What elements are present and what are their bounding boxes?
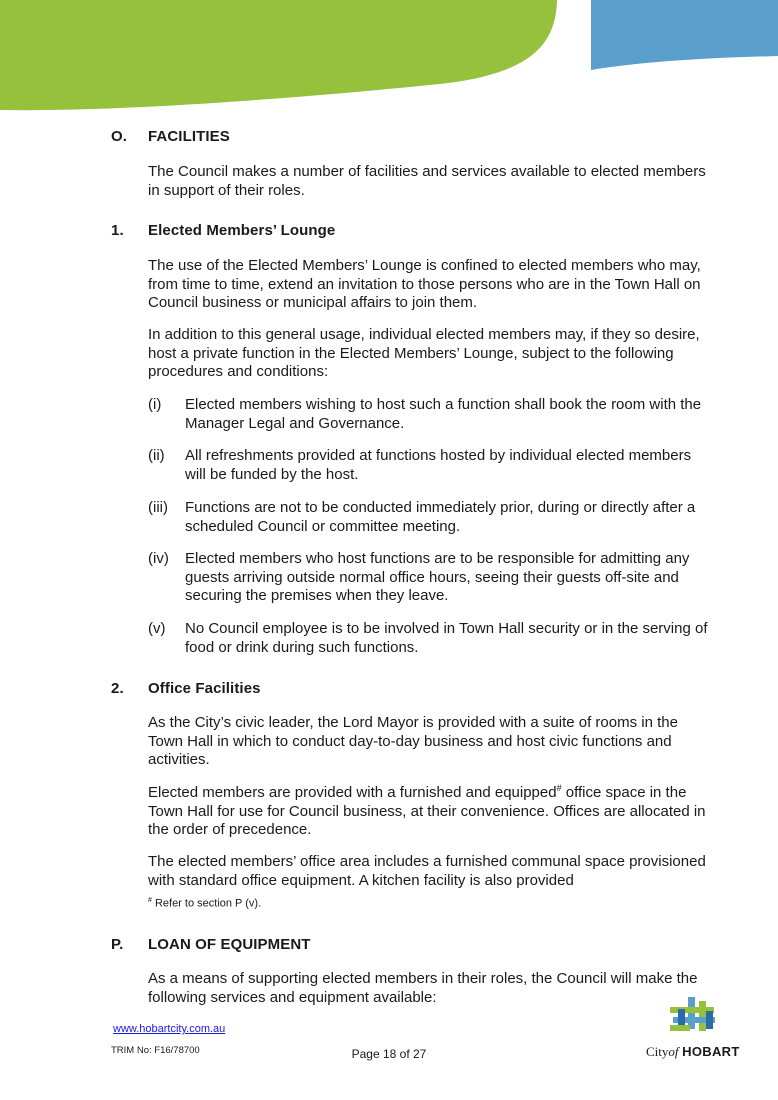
- section-o-heading: [111, 128, 230, 145]
- logo-word-of: of: [668, 1044, 679, 1059]
- paragraph-text: office space in the Town Hall for use for Council business, at their convenience. Offices are allocated in the order of precedence.: [148, 784, 706, 838]
- blue-banner-shape: [591, 0, 778, 70]
- section-1-paragraph-2: In addition to this general usage, individual elected members may, if they so desire, host a private function in the Elected Members’ Lounge, subject to the following procedures and conditions:: [148, 326, 700, 380]
- logo-word-city: City: [646, 1044, 669, 1059]
- list-item: [148, 447, 713, 484]
- list-item-text: No Council employee is to be involved in Town Hall security or in the serving of food or drink during such functions.: [185, 620, 708, 656]
- section-o-intro: The Council makes a number of facilities and services available to elected members in support of their roles.: [148, 163, 706, 199]
- page-number: Page 18 of 27: [351, 1047, 427, 1061]
- section-p-intro: As a means of supporting elected members in their roles, the Council will make the following services and equipment available:: [148, 970, 698, 1006]
- list-item: [148, 620, 713, 657]
- list-item: [148, 396, 713, 433]
- section-number: 2.: [111, 680, 124, 697]
- section-p-heading: [111, 936, 311, 953]
- list-item-marker: (ii): [148, 447, 165, 464]
- section-title: FACILITIES: [148, 128, 230, 145]
- logo-word-hobart: HOBART: [682, 1044, 740, 1059]
- section-title: Elected Members’ Lounge: [148, 222, 336, 239]
- list-item-text: Elected members wishing to host such a function shall book the room with the Manager Legal and Governance.: [185, 396, 702, 432]
- green-banner-shape: [0, 0, 557, 110]
- footnote-marker: #: [556, 783, 562, 793]
- list-item: [148, 499, 713, 536]
- list-item-text: Elected members who host functions are to be responsible for admitting any guests arriving outside normal office hours, seeing their guests off-site and securing the premises when they leave.: [185, 550, 690, 604]
- list-item-marker: (i): [148, 396, 162, 413]
- footnote: [148, 897, 261, 910]
- section-title: LOAN OF EQUIPMENT: [148, 936, 311, 953]
- header-banner: [0, 0, 778, 120]
- section-2-paragraph-1: As the City’s civic leader, the Lord Mayor is provided with a suite of rooms in the Town Hall in which to conduct day-to-day business and host civic functions and activities.: [148, 714, 678, 768]
- footnote-marker: #: [148, 897, 152, 904]
- logo-wordmark: [646, 1044, 740, 1060]
- list-item: [148, 550, 713, 606]
- list-item-text: All refreshments provided at functions hosted by individual elected members will be funded by the host.: [185, 447, 692, 483]
- trim-number: TRIM No: F16/78700: [111, 1045, 200, 1056]
- list-item-marker: (iii): [148, 499, 168, 516]
- section-title: Office Facilities: [148, 680, 261, 697]
- section-number: O.: [111, 128, 128, 145]
- website-link[interactable]: www.hobartcity.com.au: [113, 1023, 226, 1035]
- section-2-paragraph-3: The elected members’ office area includes a furnished communal space provisioned with standard office equipment. A kitchen facility is also provided: [148, 853, 706, 889]
- section-number: P.: [111, 936, 124, 953]
- footnote-text: Refer to section P (v).: [151, 897, 262, 910]
- section-2-heading: [111, 680, 261, 697]
- list-item-text: Functions are not to be conducted immediately prior, during or directly after a scheduled Council or committee meeting.: [185, 499, 696, 535]
- paragraph-text: Elected members are provided with a furnished and equipped: [148, 784, 557, 801]
- section-1-paragraph-1: The use of the Elected Members’ Lounge is confined to elected members who may, from time to time, extend an invitation to those persons who are in the Town Hall on Council business or municipal affairs to join them.: [148, 257, 701, 311]
- section-1-heading: [111, 222, 335, 239]
- list-item-marker: (iv): [148, 550, 169, 567]
- list-item-marker: (v): [148, 620, 166, 637]
- section-number: 1.: [111, 222, 124, 239]
- section-2-paragraph-2: [148, 784, 713, 840]
